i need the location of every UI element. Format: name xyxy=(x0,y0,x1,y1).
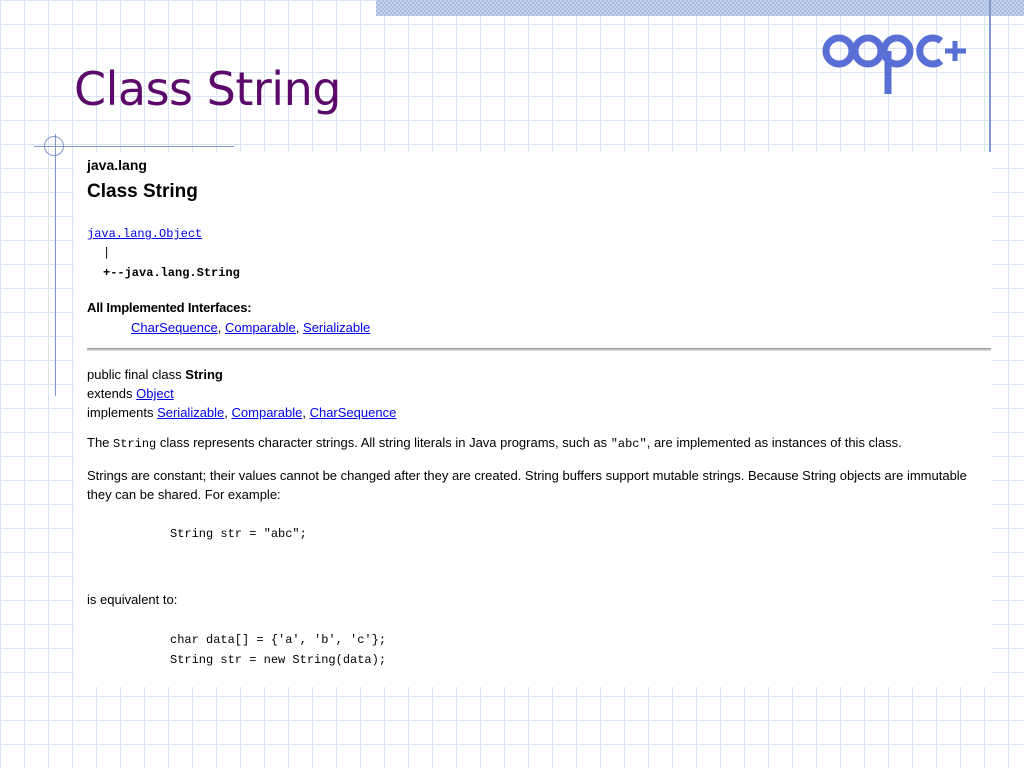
para1-text-3: , are implemented as instances of this class. xyxy=(646,435,902,450)
implements-line: implements Serializable, Comparable, CharSequence xyxy=(87,405,397,420)
implements-label: implements xyxy=(87,405,158,420)
implements-link-charsequence[interactable]: CharSequence xyxy=(309,405,397,420)
equivalent-text: is equivalent to: xyxy=(87,592,178,607)
slide-title: Class String xyxy=(74,62,341,116)
decorative-horizontal-line xyxy=(34,146,234,147)
description-paragraph-1 xyxy=(87,435,977,451)
implements-link-serializable[interactable]: Serializable xyxy=(157,405,225,420)
declaration-class-name: String xyxy=(185,367,223,382)
decorative-circle xyxy=(44,136,64,156)
para1-text-1: The xyxy=(87,435,114,450)
interface-link-comparable[interactable]: Comparable xyxy=(224,320,296,335)
para1-text-2: class represents character strings. All string literals in Java programs, such as xyxy=(156,435,611,450)
decorative-vertical-line xyxy=(989,0,991,152)
hierarchy-child: +--java.lang.String xyxy=(103,266,240,280)
code-example-1: String str = "abc"; xyxy=(170,527,307,541)
divider xyxy=(87,348,991,351)
code-example-2-line-2: String str = new String(data); xyxy=(170,653,387,667)
interface-link-charsequence[interactable]: CharSequence xyxy=(131,320,218,335)
hierarchy-parent-link[interactable] xyxy=(87,227,202,241)
interfaces-list: CharSequence, Comparable, Serializable xyxy=(131,320,371,335)
object-link[interactable]: java.lang.Object xyxy=(87,227,203,241)
class-declaration xyxy=(87,367,223,382)
interfaces-label: All Implemented Interfaces: xyxy=(87,300,252,315)
decorative-vertical-line-left xyxy=(55,134,56,396)
para1-code-string: String xyxy=(113,437,157,451)
para1-code-abc: "abc" xyxy=(610,437,647,451)
implements-link-comparable[interactable]: Comparable xyxy=(231,405,303,420)
declaration-prefix: public final class xyxy=(87,367,186,382)
extends-line xyxy=(87,386,174,401)
oopc-logo xyxy=(822,28,972,98)
code-example-2-line-1: char data[] = {'a', 'b', 'c'}; xyxy=(170,633,387,647)
package-name: java.lang xyxy=(87,157,147,173)
header-pattern-band xyxy=(376,0,1024,16)
description-paragraph-2: Strings are constant; their values cannot be changed after they are created. String buffers support mutable strings. Because String objects are immutable they can be shared. For example: xyxy=(87,468,967,502)
interface-link-serializable[interactable]: Serializable xyxy=(303,320,371,335)
javadoc-screenshot xyxy=(74,152,992,687)
extends-label: extends xyxy=(87,386,137,401)
extends-object-link[interactable]: Object xyxy=(136,386,174,401)
hierarchy-bar: | xyxy=(103,246,111,260)
class-heading: Class String xyxy=(87,181,198,202)
